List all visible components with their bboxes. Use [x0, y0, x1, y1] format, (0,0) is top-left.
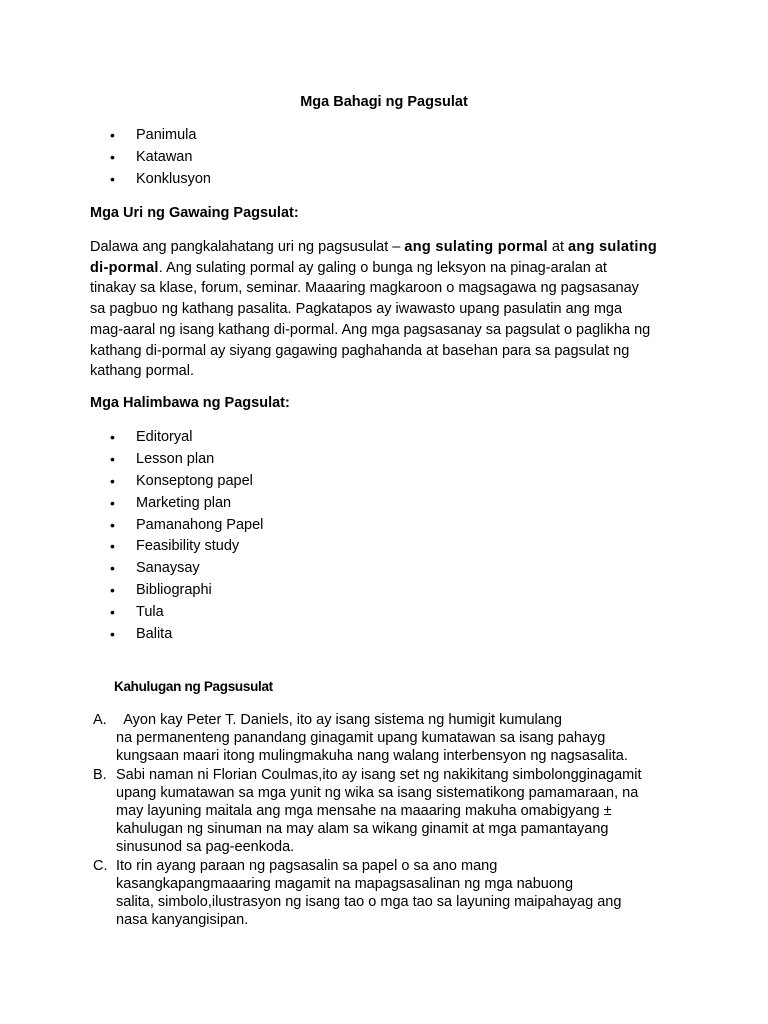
- list-item: • Konklusyon: [110, 169, 211, 191]
- paragraph-line: kathang pormal.: [90, 363, 194, 380]
- types-paragraph: [90, 237, 690, 382]
- paragraph-line: tinakay sa klase, forum, seminar. Maaaring magkaroon o magsagawa ng pagsasanay: [90, 280, 639, 297]
- list-marker: A.: [93, 712, 107, 728]
- paragraph-line: mag-aaral ng isang kathang di-pormal. Ang mga pagsasanay sa pagsulat o paglikha ng: [90, 321, 651, 338]
- definition-line: upang kumatawan sa mga yunit ng wika sa isang sistematikong pamamaraan, na: [116, 784, 639, 801]
- list-item: • Sanaysay: [110, 558, 263, 580]
- list-item: • Katawan: [110, 147, 211, 169]
- examples-heading: Mga Halimbawa ng Pagsulat:: [90, 395, 290, 411]
- list-item: • Marketing plan: [110, 493, 263, 515]
- definition-line: kungsaan maari itong mulingmakuha nang walang interbensyon ng nagsasalita.: [116, 748, 628, 765]
- list-marker: B.: [93, 766, 107, 783]
- definition-item: [93, 857, 693, 930]
- paragraph-line: sa pagbuo ng kathang pasalita. Pagkatapos ay iwawasto upang pasulatin ang mga: [90, 301, 623, 318]
- meaning-heading: Kahulugan ng Pagsusulat: [114, 679, 273, 694]
- list-marker: C.: [93, 857, 108, 874]
- list-item: • Panimula: [110, 125, 211, 147]
- types-heading: Mga Uri ng Gawaing Pagsulat:: [90, 205, 299, 221]
- bold-term: di-pormal: [90, 259, 159, 276]
- page-title: Mga Bahagi ng Pagsulat: [300, 94, 468, 110]
- text-run: at: [547, 239, 569, 255]
- list-item: • Balita: [110, 624, 263, 646]
- definition-line: may layuning maitala ang mga mensahe na maaaring makuha omabigyang ±: [116, 803, 612, 820]
- list-item: • Bibliographi: [110, 580, 263, 602]
- definition-line: kasangkapangmaaaring magamit na mapagsasalinan ng mga nabuong: [116, 875, 574, 892]
- bold-term: ang sulating: [568, 239, 658, 255]
- definition-line: salita, simbolo,ilustrasyon ng isang tao o mga tao sa layuning maipahayag ang: [116, 894, 622, 911]
- text-run: Dalawa ang pangkalahatang uri ng pagsusulat –: [90, 239, 405, 255]
- definition-line: Ayon kay Peter T. Daniels, ito ay isang sistema ng humigit kumulang: [116, 712, 562, 728]
- list-item: • Lesson plan: [110, 449, 263, 471]
- paragraph-line: [90, 237, 690, 258]
- list-item: • Konseptong papel: [110, 471, 263, 493]
- paragraph-line: [90, 258, 690, 279]
- list-item: • Tula: [110, 602, 263, 624]
- definition-line: sinusunod sa pag-eenkoda.: [116, 839, 295, 856]
- definition-item: [93, 711, 693, 766]
- paragraph-line: kathang di-pormal ay siyang gagawing paghahanda at basehan para sa pagsulat ng: [90, 342, 630, 359]
- definitions-list: [93, 711, 693, 929]
- definition-item: [93, 766, 693, 857]
- definition-line: na permanenteng panandang ginagamit upang kumatawan sa isang pahayg: [116, 730, 606, 747]
- definition-line: nasa kanyangisipan.: [116, 912, 249, 929]
- definition-line: Ito rin ayang paraan ng pagsasalin sa papel o sa ano mang: [116, 857, 498, 874]
- list-item: • Pamanahong Papel: [110, 515, 263, 537]
- bold-term: ang sulating pormal: [404, 239, 548, 255]
- text-run: . Ang sulating pormal ay galing o bunga ng leksyon na pinag-aralan at: [158, 259, 607, 276]
- examples-list: [110, 427, 263, 646]
- definition-line: kahulugan ng sinuman na may alam sa wikang ginamit at mga pamantayang: [116, 821, 609, 838]
- parts-list: [110, 125, 211, 191]
- list-item: • Editoryal: [110, 427, 263, 449]
- definition-line: Sabi naman ni Florian Coulmas,ito ay isang set ng nakikitang simbolongginagamit: [116, 766, 642, 783]
- list-item: • Feasibility study: [110, 536, 263, 558]
